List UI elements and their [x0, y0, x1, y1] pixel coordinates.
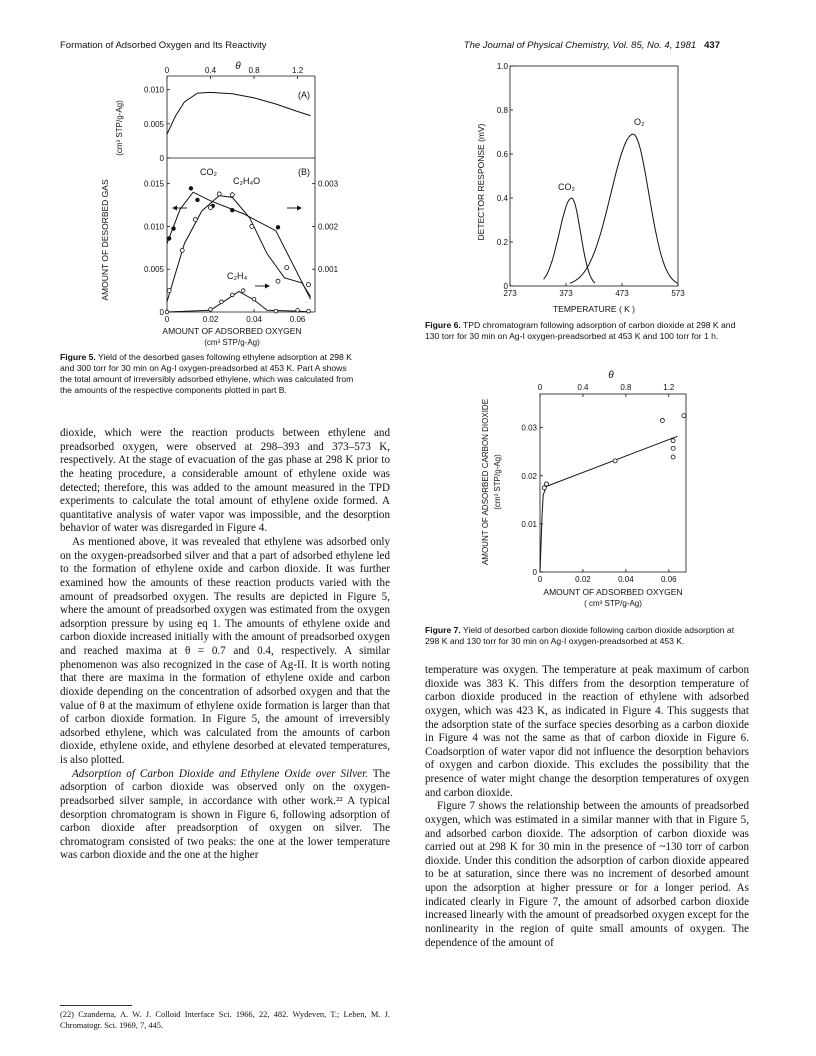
- section-heading: Adsorption of Carbon Dioxide and Ethylene Oxide over Silver.: [72, 767, 368, 780]
- x-tick-label: 573: [671, 289, 685, 298]
- x-tick-label: 0.02: [202, 315, 219, 324]
- peak-label-o2: O₂: [634, 117, 645, 127]
- x-tick-label: 273: [503, 289, 517, 298]
- c2h4o-point: [193, 218, 197, 222]
- y-tick-label: 1.0: [496, 62, 508, 71]
- y-tick-label: 0.015: [143, 179, 164, 189]
- c2h4o-point: [180, 248, 184, 252]
- theta-tick-label: 0.8: [248, 66, 260, 75]
- co2-point: [230, 208, 234, 212]
- series-label-co2: CO₂: [200, 167, 217, 177]
- c2h4-point: [307, 309, 311, 313]
- c2h4o-point: [285, 266, 289, 270]
- theta-tick-label: 1.2: [292, 66, 304, 75]
- y-tick-label: 0.005: [143, 265, 164, 275]
- co2-point: [542, 486, 546, 490]
- y-tick-label: 0.03: [521, 423, 537, 433]
- body-paragraph: temperature was oxygen. The temperature at peak maximum of carbon dioxide was 383 K. This differs from the desorption temperature of carbon dioxide produced in the reaction of ethylene with adsorbed oxygen, which was 423 K, as indicated in Figure 4. This suggests that the adsorption state of the surface species desorbing as a carbon dioxide in Figure 4 was not the same as that of carbon dioxide in Figure 6. Coadsorption of water vapor did not influence the desorption behaviors of oxygen and carbon dioxide. This excludes the possibility that the presence of water might change the desorption temperatures of oxygen and carbon dioxide.: [425, 664, 749, 799]
- figure-6-caption: [425, 320, 749, 342]
- c2h4o-point: [276, 279, 280, 283]
- left-text-column: [60, 427, 390, 863]
- figure-6-chart: [468, 60, 698, 325]
- c2h4-point: [165, 310, 169, 314]
- series-label-c2h4o: C₂H₄O: [233, 176, 261, 186]
- figure-6: [468, 60, 698, 325]
- x-tick-label: 0.04: [618, 575, 634, 584]
- body-paragraph: [60, 768, 390, 863]
- c2h4o-point: [167, 289, 171, 293]
- arrow-c2h4-right-head: [265, 284, 270, 289]
- x-axis-unit: ( cm³ STP/g-Ag): [584, 599, 642, 608]
- co2-point: [544, 482, 548, 486]
- co2-point: [671, 455, 675, 459]
- y-axis-label: AMOUNT OF ADSORBED CARBON DIOXIDE: [481, 398, 490, 566]
- body-paragraph: dioxide, which were the reaction products between ethylene and preadsorbed oxygen, were observed at 298–393 and 373–573 K, respectively. At the stage of evacuation of the gas phase at 298 K prior to the heating procedure, a considerable amount of ethylene oxide was detected; therefore, this was added to the amount measured in the TPD experiments to calculate the total amount of ethylene oxide formed. A quantitative analysis of water vapor was impossible, and the desorption behavior of water was disregarded in Figure 4.: [60, 427, 390, 535]
- y-tick-label: 0: [159, 154, 164, 163]
- footnote-rule: [60, 1005, 132, 1006]
- figure-5: [60, 58, 360, 348]
- panel-a-label: (A): [298, 90, 310, 100]
- c2h4-point: [296, 308, 300, 312]
- caption-label: Figure 5.: [60, 352, 96, 362]
- y-axis-label: DETECTOR RESPONSE (mV): [476, 123, 486, 241]
- c2h4-curve: [167, 292, 311, 313]
- x-tick-label: 373: [559, 289, 573, 298]
- y-tick-label: 0.005: [143, 119, 164, 129]
- caption-text: Yield of desorbed carbon dioxide following carbon dioxide adsorption at 298 K and 130 torr for 30 min on Ag-I oxygen-preadsorbed at 453 K.: [425, 625, 735, 646]
- panel-b-label: (B): [298, 167, 310, 177]
- figure-7: [478, 370, 698, 620]
- co2-point: [167, 236, 171, 240]
- y-tick-label: 0: [159, 308, 164, 317]
- x-axis-unit: (cm³ STP/g-Ag): [204, 338, 260, 347]
- theta-tick-label: 1.2: [663, 383, 675, 392]
- y-tick-label: 0.6: [496, 150, 508, 159]
- peak-label-co2: CO₂: [558, 182, 575, 192]
- c2h4-point: [274, 309, 278, 313]
- y-axis-unit: (cm³ STP/g-Ag): [493, 454, 502, 510]
- caption-label: Figure 6.: [425, 320, 461, 330]
- x-axis-label: AMOUNT OF ADSORBED OXYGEN: [543, 587, 683, 597]
- running-header-title: Formation of Adsorbed Oxygen and Its Reactivity: [60, 40, 267, 51]
- co2-point: [189, 186, 193, 190]
- x-axis-label: TEMPERATURE ( K ): [552, 304, 636, 314]
- arrow-co2-left-head: [172, 206, 177, 211]
- theta-label: θ: [608, 370, 614, 381]
- x-tick-label: 0: [537, 575, 543, 584]
- y-tick-label: 0.02: [521, 471, 537, 481]
- footnote-reference: (22) Czanderna, A. W. J. Colloid Interface Sci. 1966, 22, 482. Wydeven, T.; Leben, M. J. Chromatogr. Sci. 1969, 7, 445.: [60, 1010, 390, 1030]
- x-axis-label: AMOUNT OF ADSORBED OXYGEN: [162, 326, 302, 336]
- y-tick-label: 0.4: [496, 194, 508, 203]
- co2-point: [660, 418, 664, 422]
- page-number: 437: [704, 40, 720, 51]
- c2h4-point: [252, 297, 256, 301]
- theta-tick-label: 0: [537, 383, 543, 392]
- y-tick-label: 0.010: [143, 222, 164, 232]
- y-tick-label: 0: [503, 282, 508, 291]
- right-axis-tick-label: 0.002: [318, 222, 339, 232]
- c2h4-point: [209, 308, 213, 312]
- theta-tick-label: 0.4: [204, 66, 217, 75]
- co2-point: [671, 439, 675, 443]
- theta-tick-label: 0: [164, 66, 170, 75]
- c2h4-point: [230, 293, 234, 297]
- y-tick-label: 0.010: [143, 85, 164, 95]
- c2h4o-point: [230, 193, 234, 197]
- y-axis-label: AMOUNT OF DESORBED GAS: [100, 179, 110, 301]
- figure-5-chart: [60, 58, 360, 348]
- figure-5-caption: [60, 352, 360, 396]
- x-tick-label: 0.04: [246, 315, 262, 324]
- co2-point: [682, 414, 686, 418]
- c2h4o-point: [209, 206, 213, 210]
- theta-label: θ: [235, 61, 241, 72]
- x-tick-label: 0.06: [661, 575, 677, 584]
- right-axis-tick-label: 0.001: [318, 265, 339, 275]
- c2h4o-point: [250, 224, 254, 228]
- right-axis-tick-label: 0.003: [318, 179, 339, 189]
- co2-point: [276, 225, 280, 229]
- y-tick-label: 0: [532, 568, 537, 577]
- co2-point: [613, 459, 617, 463]
- right-text-column: [425, 664, 749, 950]
- y-tick-label: 0.01: [521, 519, 537, 529]
- figure-7-chart: [478, 370, 698, 620]
- y-tick-label: 0.2: [496, 238, 508, 247]
- c2h4o-point: [306, 283, 310, 287]
- caption-label: Figure 7.: [425, 625, 461, 635]
- y-axis-unit: (cm³ STP/g-Ag): [115, 100, 124, 156]
- x-tick-label: 473: [615, 289, 629, 298]
- co2-point: [195, 198, 199, 202]
- theta-tick-label: 0.8: [620, 383, 632, 392]
- x-tick-label: 0.02: [575, 575, 591, 584]
- c2h4-point: [220, 300, 224, 304]
- caption-text: TPD chromatogram following adsorption of carbon dioxide at 298 K and 130 torr for 30 min on Ag-I oxygen-preadsorbed at 453 K and 100 torr for 1 h.: [425, 320, 736, 341]
- running-header-journal: [464, 40, 720, 51]
- theta-tick-label: 0.4: [577, 383, 589, 392]
- figure-7-caption: [425, 625, 749, 647]
- c2h4-point: [241, 289, 245, 293]
- linear-fit-line: [540, 436, 677, 572]
- body-paragraph: Figure 7 shows the relationship between the amounts of preadsorbed oxygen, which was estimated in a similar manner with that in Figure 5, and adsorbed carbon dioxide. The adsorption of carbon dioxide was carried out at 298 K for 30 min in the presence of ~130 torr of carbon dioxide. Under this condition the adsorption of carbon dioxide appeared to be at saturation, since there was no increment of desorbed amount upon the adsorption at higher pressure or for a longer period. As indicated clearly in Figure 7, the amount of adsorbed carbon dioxide increased linearly with the amount of preadsorbed oxygen except for the nonlinearity in the region of quite small amounts of oxygen. The dependence of the amount of: [425, 800, 749, 949]
- c2h4o-point: [217, 192, 221, 196]
- y-tick-label: 0.8: [496, 106, 508, 115]
- journal-citation: The Journal of Physical Chemistry, Vol. 85, No. 4, 1981: [463, 40, 697, 51]
- co2-point: [671, 446, 675, 450]
- arrow-c2h4o-right-head: [297, 206, 302, 211]
- x-tick-label: 0.06: [289, 315, 306, 324]
- x-tick-label: 0: [164, 315, 170, 324]
- section-text: The adsorption of carbon dioxide was observed only on the oxygen-preadsorbed silver sample, in accordance with other work.²² A typical desorption chromatogram is shown in Figure 6, following adsorption of carbon dioxide after preadsorption of oxygen on silver. The chromatogram consisted of two peaks: the one at the lower temperature was carbon dioxide and the one at the higher: [60, 767, 390, 862]
- caption-text: Yield of the desorbed gases following ethylene adsorption at 298 K and 300 torr for 30 min on Ag-I oxygen-preadsorbed at 453 K. Part A shows the total amount of irreversibly adsorbed ethylene, which was calculated from the amounts of the respective components plotted in part B.: [60, 352, 354, 395]
- co2-peak-curve: [544, 198, 596, 283]
- ethylene-total-curve: [167, 92, 311, 134]
- body-paragraph: As mentioned above, it was revealed that ethylene was adsorbed only on the oxygen-preadsorbed silver and that a part of adsorbed ethylene led to the formation of ethylene oxide and carbon dioxide. It was further examined how the amounts of these reaction products varied with the amount of preadsorbed oxygen. The results are depicted in Figure 5, where the amount of preadsorbed oxygen was estimated from the oxygen adsorption pressure by using eq 1. The amounts of ethylene oxide and carbon dioxide increased initially with the amount of preadsorbed oxygen and reached maxima at θ = 0.7 and 0.4, respectively. A similar phenomenon was also recognized in the case of Ag-II. It is worth noting that there are maxima in the formation of ethylene oxide and carbon dioxide depending on the concentration of adsorbed oxygen and that the value of θ at the maximum of ethylene oxide formation is larger than that of carbon dioxide formation. In Figure 5, the amount of irreversibly adsorbed ethylene, which was calculated from the amounts of carbon dioxide, ethylene oxide, and ethylene desorbed at elevated temperatures, is also plotted.: [60, 536, 390, 766]
- series-label-c2h4: C₂H₄: [227, 271, 248, 281]
- co2-point: [171, 226, 175, 230]
